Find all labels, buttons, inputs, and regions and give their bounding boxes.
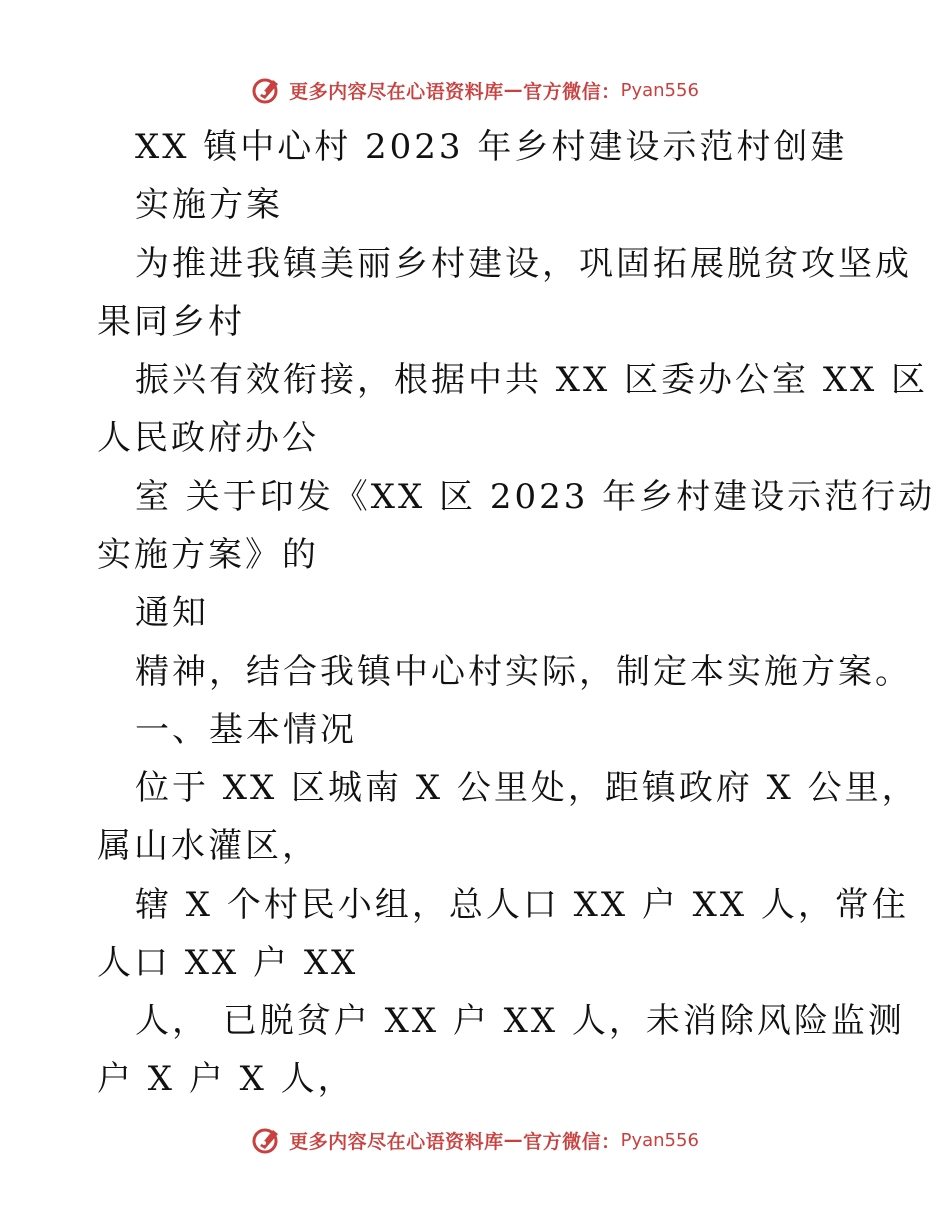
paragraph-line: 位于 XX 区城南 X 公里处，距镇政府 X 公里， — [135, 768, 919, 808]
paragraph-line: 室 关于印发《XX 区 2023 年乡村建设示范行动 — [135, 477, 936, 517]
paragraph-line: 通知 — [135, 593, 209, 633]
paragraph-line: 人， 已脱贫户 XX 户 XX 人，未消除风险监测 — [135, 1001, 905, 1041]
footer-watermark — [0, 1120, 950, 1160]
paragraph-line: 果同乡村 — [97, 302, 245, 342]
paragraph-line: 精神，结合我镇中心村实际，制定本实施方案。 — [135, 652, 912, 692]
watermark-wechat-label: 官方微信： — [523, 80, 621, 103]
document-title-line-2: 实施方案 — [135, 185, 283, 225]
paragraph-line: 为推进我镇美丽乡村建设，巩固拓展脱贫攻坚成 — [135, 244, 912, 284]
paragraph-line: 实施方案》的 — [97, 535, 319, 575]
watermark-wechat-label: 官方微信： — [523, 1130, 621, 1153]
watermark-brand-text: 更多内容尽在心语资料库 — [289, 1130, 504, 1153]
watermark-wechat-id: Pyan556 — [620, 79, 699, 101]
paragraph-line: 属山水灌区， — [97, 826, 319, 866]
pen-nib-circle-icon — [251, 1124, 283, 1156]
watermark-dash: — — [503, 1129, 524, 1151]
section-heading: 一、基本情况 — [135, 710, 357, 750]
watermark-dash: — — [503, 79, 524, 101]
watermark-wechat-id: Pyan556 — [620, 1129, 699, 1151]
document-title-line-1: XX 镇中心村 2023 年乡村建设示范村创建 — [135, 127, 848, 167]
paragraph-line: 人口 XX 户 XX — [97, 943, 359, 983]
paragraph-line: 人民政府办公 — [97, 418, 319, 458]
watermark-brand-text: 更多内容尽在心语资料库 — [289, 80, 504, 103]
paragraph-line: 辖 X 个村民小组，总人口 XX 户 XX 人，常住 — [135, 885, 909, 925]
paragraph-line: 户 X 户 X 人， — [97, 1059, 355, 1099]
paragraph-line: 振兴有效衔接，根据中共 XX 区委办公室 XX 区 — [135, 360, 929, 400]
